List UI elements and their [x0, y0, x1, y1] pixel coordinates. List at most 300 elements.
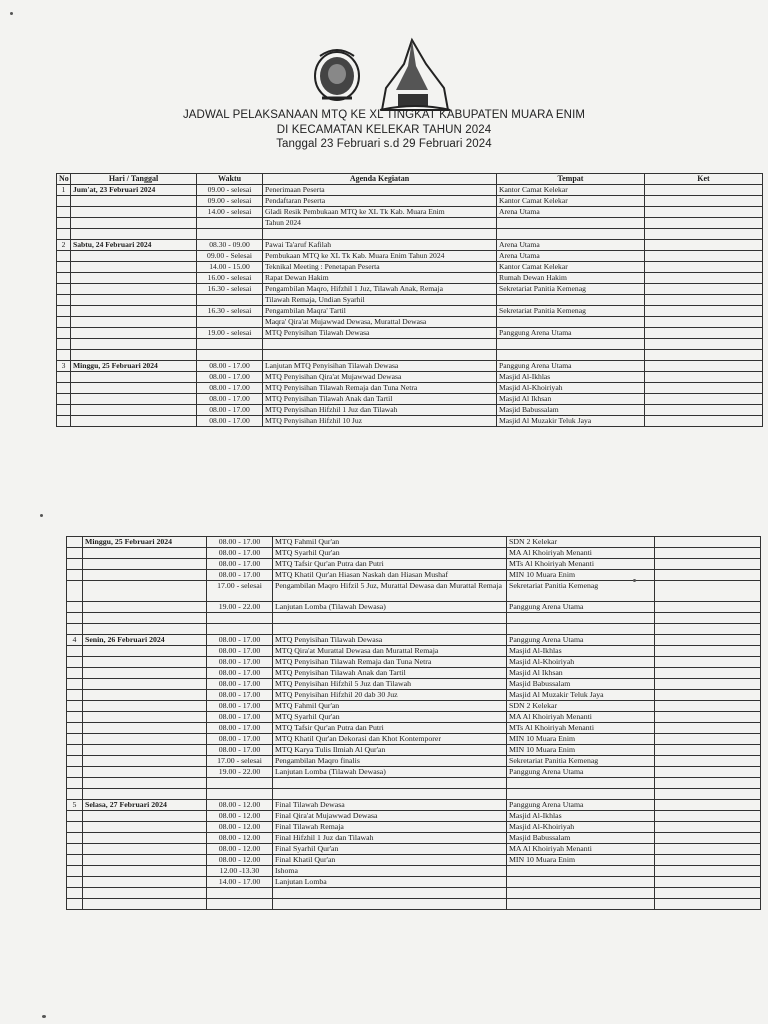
- cell-no: [67, 844, 83, 855]
- cell-note: [645, 394, 763, 405]
- cell-agenda: Tahun 2024: [263, 218, 497, 229]
- cell-date: [83, 888, 207, 899]
- table-row: [67, 602, 761, 613]
- cell-note: [645, 328, 763, 339]
- cell-time: 08.00 - 12.00: [207, 833, 273, 844]
- cell-note: [655, 657, 761, 668]
- cell-note: [645, 273, 763, 284]
- cell-date: [83, 811, 207, 822]
- cell-agenda: MTQ Penyisihan Hifzhil 20 dab 30 Juz: [273, 690, 507, 701]
- cell-place: MIN 10 Muara Enim: [507, 734, 655, 745]
- table-row: [57, 196, 763, 207]
- cell-time: 19.00 - 22.00: [207, 767, 273, 778]
- cell-agenda: Pengambilan Maqra' Tartil: [263, 306, 497, 317]
- cell-agenda: MTQ Syarhil Qur'an: [273, 712, 507, 723]
- cell-date: [71, 229, 197, 240]
- schedule-table-page2: [66, 536, 761, 910]
- cell-no: [67, 811, 83, 822]
- cell-date: [83, 767, 207, 778]
- cell-time: 08.00 - 17.00: [207, 570, 273, 581]
- table-row: [57, 416, 763, 427]
- cell-place: Masjid Al Muzakir Teluk Jaya: [507, 690, 655, 701]
- col-note: Ket: [645, 174, 763, 185]
- cell-no: [57, 273, 71, 284]
- table-row: [67, 537, 761, 548]
- table-row: [67, 888, 761, 899]
- cell-place: [507, 624, 655, 635]
- cell-date: [71, 339, 197, 350]
- cell-place: Masjid Al-Ikhlas: [497, 372, 645, 383]
- cell-no: [67, 855, 83, 866]
- cell-date: [83, 844, 207, 855]
- cell-place: [497, 218, 645, 229]
- cell-date: [71, 262, 197, 273]
- table-row: [67, 635, 761, 646]
- cell-no: [57, 405, 71, 416]
- cell-agenda: MTQ Syarhil Qur'an: [273, 548, 507, 559]
- cell-place: Sekretariat Panitia Kemenag: [497, 306, 645, 317]
- cell-no: [67, 778, 83, 789]
- table-row: [57, 306, 763, 317]
- cell-place: MA Al Khoiriyah Menanti: [507, 548, 655, 559]
- table-row: [67, 581, 761, 602]
- cell-note: [655, 745, 761, 756]
- cell-no: 1: [57, 185, 71, 196]
- table-row: [67, 778, 761, 789]
- cell-time: 08.00 - 17.00: [207, 657, 273, 668]
- cell-agenda: MTQ Penyisihan Qira'at Mujawwad Dewasa: [263, 372, 497, 383]
- cell-place: Masjid Al-Khoiriyah: [497, 383, 645, 394]
- cell-time: 09.00 - selesai: [197, 196, 263, 207]
- cell-date: [83, 548, 207, 559]
- cell-note: [655, 559, 761, 570]
- table-row: [57, 350, 763, 361]
- cell-no: [67, 734, 83, 745]
- cell-note: [655, 613, 761, 624]
- cell-no: [67, 822, 83, 833]
- cell-no: [67, 745, 83, 756]
- header-subtitle: DI KECAMATAN KELEKAR TAHUN 2024: [276, 123, 492, 136]
- cell-place: [497, 295, 645, 306]
- cell-place: Masjid Al-Khoiriyah: [507, 657, 655, 668]
- table-row: [57, 251, 763, 262]
- cell-place: [507, 613, 655, 624]
- cell-agenda: MTQ Tafsir Qur'an Putra dan Putri: [273, 723, 507, 734]
- cell-date: [71, 196, 197, 207]
- table-row: [67, 701, 761, 712]
- cell-time: 08.00 - 17.00: [197, 405, 263, 416]
- cell-note: [655, 866, 761, 877]
- cell-no: [67, 899, 83, 910]
- cell-date: [83, 646, 207, 657]
- cell-date: [83, 657, 207, 668]
- cell-agenda: Lanjutan MTQ Penyisihan Tilawah Dewasa: [263, 361, 497, 372]
- cell-place: MIN 10 Muara Enim: [507, 745, 655, 756]
- cell-date: [71, 328, 197, 339]
- cell-agenda: MTQ Fahmil Qur'an: [273, 701, 507, 712]
- cell-note: [655, 701, 761, 712]
- cell-time: 16.00 - selesai: [197, 273, 263, 284]
- cell-place: [497, 229, 645, 240]
- cell-place: SDN 2 Kelekar: [507, 701, 655, 712]
- cell-no: [67, 537, 83, 548]
- cell-date: [71, 405, 197, 416]
- cell-time: 08.00 - 12.00: [207, 811, 273, 822]
- cell-time: 08.00 - 17.00: [207, 712, 273, 723]
- cell-no: [67, 613, 83, 624]
- cell-place: Arena Utama: [497, 251, 645, 262]
- cell-no: [67, 548, 83, 559]
- cell-date: [83, 899, 207, 910]
- cell-agenda: MTQ Tafsir Qur'an Putra dan Putri: [273, 559, 507, 570]
- cell-no: [67, 679, 83, 690]
- cell-date: [71, 251, 197, 262]
- header-date-range: Tanggal 23 Februari s.d 29 Februari 2024: [276, 138, 492, 150]
- cell-agenda: MTQ Fahmil Qur'an: [273, 537, 507, 548]
- cell-time: [207, 624, 273, 635]
- cell-date: Sabtu, 24 Februari 2024: [71, 240, 197, 251]
- table-row: [67, 734, 761, 745]
- cell-agenda: Ishoma: [273, 866, 507, 877]
- cell-place: Panggung Arena Utama: [507, 767, 655, 778]
- cell-place: Arena Utama: [497, 207, 645, 218]
- cell-note: [645, 339, 763, 350]
- cell-agenda: Rapat Dewan Hakim: [263, 273, 497, 284]
- cell-note: [655, 822, 761, 833]
- cell-no: [57, 218, 71, 229]
- cell-place: [507, 778, 655, 789]
- cell-time: 08.00 - 17.00: [207, 559, 273, 570]
- cell-time: 08.00 - 12.00: [207, 800, 273, 811]
- table-row: [57, 383, 763, 394]
- cell-place: Kantor Camat Kelekar: [497, 262, 645, 273]
- cell-date: [83, 570, 207, 581]
- cell-note: [655, 548, 761, 559]
- cell-place: [497, 317, 645, 328]
- cell-place: [507, 888, 655, 899]
- cell-note: [655, 833, 761, 844]
- cell-time: 12.00 -13.30: [207, 866, 273, 877]
- cell-time: [197, 317, 263, 328]
- cell-note: [645, 218, 763, 229]
- cell-note: [655, 877, 761, 888]
- cell-place: [507, 899, 655, 910]
- cell-no: [67, 789, 83, 800]
- cell-time: 08.00 - 17.00: [207, 548, 273, 559]
- cell-note: [655, 712, 761, 723]
- cell-note: [645, 416, 763, 427]
- cell-no: [67, 570, 83, 581]
- cell-note: [645, 185, 763, 196]
- cell-no: [57, 394, 71, 405]
- cell-agenda: MTQ Penyisihan Tilawah Dewasa: [263, 328, 497, 339]
- cell-note: [655, 646, 761, 657]
- table-header-row: [57, 174, 763, 185]
- cell-agenda: Final Tilawah Dewasa: [273, 800, 507, 811]
- cell-note: [655, 690, 761, 701]
- cell-time: 08.00 - 17.00: [207, 635, 273, 646]
- table-row: [57, 229, 763, 240]
- cell-no: [67, 559, 83, 570]
- cell-date: [83, 690, 207, 701]
- table-row: [67, 745, 761, 756]
- cell-agenda: [263, 350, 497, 361]
- cell-no: [57, 339, 71, 350]
- cell-time: 08.00 - 17.00: [197, 383, 263, 394]
- table-row: [67, 712, 761, 723]
- table-row: [67, 899, 761, 910]
- cell-date: [83, 668, 207, 679]
- cell-place: Masjid Al Ikhsan: [497, 394, 645, 405]
- cell-place: Masjid Al Ikhsan: [507, 668, 655, 679]
- cell-time: 16.30 - selesai: [197, 306, 263, 317]
- cell-no: [57, 284, 71, 295]
- cell-agenda: Pengambilan Maqro, Hifzhil 1 Juz, Tilawah Anak, Remaja: [263, 284, 497, 295]
- cell-no: 2: [57, 240, 71, 251]
- document-header: [0, 108, 768, 152]
- cell-note: [655, 756, 761, 767]
- table-row: [57, 372, 763, 383]
- schedule-body-page1: [57, 185, 763, 427]
- cell-note: [645, 372, 763, 383]
- cell-no: [67, 657, 83, 668]
- cell-agenda: Lanjutan Lomba: [273, 877, 507, 888]
- cell-no: [57, 229, 71, 240]
- cell-place: Arena Utama: [497, 240, 645, 251]
- cell-date: [83, 712, 207, 723]
- cell-no: [67, 668, 83, 679]
- cell-no: [67, 833, 83, 844]
- cell-place: Panggung Arena Utama: [507, 602, 655, 613]
- cell-date: [83, 789, 207, 800]
- cell-agenda: MTQ Karya Tulis Ilmiah Al Qur'an: [273, 745, 507, 756]
- cell-time: 17.00 - selesai: [207, 756, 273, 767]
- cell-agenda: MTQ Penyisihan Tilawah Anak dan Tartil: [273, 668, 507, 679]
- cell-place: MA Al Khoiriyah Menanti: [507, 844, 655, 855]
- cell-time: [197, 218, 263, 229]
- cell-date: [83, 581, 207, 602]
- table-row: [67, 668, 761, 679]
- cell-place: [507, 877, 655, 888]
- cell-note: [655, 624, 761, 635]
- cell-agenda: [273, 789, 507, 800]
- cell-date: [71, 306, 197, 317]
- cell-note: [645, 361, 763, 372]
- cell-no: [57, 350, 71, 361]
- cell-place: Panggung Arena Utama: [507, 800, 655, 811]
- cell-note: [645, 229, 763, 240]
- cell-note: [655, 668, 761, 679]
- cell-agenda: [273, 899, 507, 910]
- cell-agenda: [273, 778, 507, 789]
- cell-time: 19.00 - 22.00: [207, 602, 273, 613]
- cell-time: 09.00 - selesai: [197, 185, 263, 196]
- cell-date: [71, 284, 197, 295]
- cell-no: [67, 767, 83, 778]
- cell-time: 14.00 - selesai: [197, 207, 263, 218]
- table-row: [57, 273, 763, 284]
- cell-place: Kantor Camat Kelekar: [497, 185, 645, 196]
- table-row: [67, 646, 761, 657]
- table-row: [57, 240, 763, 251]
- cell-time: 09.00 - Selesai: [197, 251, 263, 262]
- cell-note: [655, 789, 761, 800]
- cell-place: MIN 10 Muara Enim: [507, 570, 655, 581]
- cell-place: MTs Al Khoiriyah Menanti: [507, 723, 655, 734]
- cell-time: [197, 339, 263, 350]
- cell-no: [67, 701, 83, 712]
- table-row: [57, 295, 763, 306]
- cell-note: [655, 778, 761, 789]
- table-row: [67, 570, 761, 581]
- cell-note: [655, 899, 761, 910]
- cell-date: [71, 218, 197, 229]
- table-row: [67, 723, 761, 734]
- cell-no: [57, 416, 71, 427]
- cell-date: [83, 855, 207, 866]
- cell-time: 08.00 - 17.00: [207, 690, 273, 701]
- cell-agenda: Pengambilan Maqro finalis: [273, 756, 507, 767]
- cell-time: [197, 350, 263, 361]
- scan-speck: [633, 579, 636, 582]
- cell-no: [67, 888, 83, 899]
- cell-date: Minggu, 25 Februari 2024: [71, 361, 197, 372]
- cell-place: Sekretariat Panitia Kemenag: [497, 284, 645, 295]
- table-row: [57, 394, 763, 405]
- cell-no: 5: [67, 800, 83, 811]
- cell-place: Sekretariat Panitia Kemenag: [507, 756, 655, 767]
- cell-place: MTs Al Khoiriyah Menanti: [507, 559, 655, 570]
- cell-place: Panggung Arena Utama: [507, 635, 655, 646]
- cell-date: [83, 559, 207, 570]
- table-row: [67, 844, 761, 855]
- cell-date: [83, 723, 207, 734]
- cell-place: Masjid Al-Khoiriyah: [507, 822, 655, 833]
- cell-date: [83, 778, 207, 789]
- col-place: Tempat: [497, 174, 645, 185]
- cell-note: [645, 383, 763, 394]
- cell-date: [83, 877, 207, 888]
- cell-no: 3: [57, 361, 71, 372]
- cell-time: 17.00 - selesai: [207, 581, 273, 602]
- cell-date: [83, 745, 207, 756]
- cell-agenda: Lanjutan Lomba (Tilawah Dewasa): [273, 767, 507, 778]
- table-row: [67, 690, 761, 701]
- cell-place: MIN 10 Muara Enim: [507, 855, 655, 866]
- table-row: [67, 800, 761, 811]
- cell-date: Senin, 26 Februari 2024: [83, 635, 207, 646]
- cell-agenda: Penerimaan Peserta: [263, 185, 497, 196]
- cell-agenda: MTQ Penyisihan Tilawah Remaja dan Tuna Netra: [273, 657, 507, 668]
- cell-agenda: Final Qira'at Mujawwad Dewasa: [273, 811, 507, 822]
- cell-note: [655, 635, 761, 646]
- cell-no: [57, 196, 71, 207]
- col-agenda: Agenda Kegiatan: [263, 174, 497, 185]
- schedule-table-page1: [56, 173, 763, 427]
- table-row: [67, 559, 761, 570]
- cell-agenda: Lanjutan Lomba (Tilawah Dewasa): [273, 602, 507, 613]
- cell-agenda: Tilawah Remaja, Undian Syarhil: [263, 295, 497, 306]
- cell-time: 08.00 - 17.00: [197, 372, 263, 383]
- cell-place: [497, 339, 645, 350]
- cell-agenda: Final Khatil Qur'an: [273, 855, 507, 866]
- cell-time: 08.00 - 17.00: [207, 701, 273, 712]
- col-time: Waktu: [197, 174, 263, 185]
- cell-time: 08.00 - 17.00: [207, 646, 273, 657]
- cell-agenda: Gladi Resik Pembukaan MTQ ke XL Tk Kab. Muara Enim: [263, 207, 497, 218]
- cell-agenda: MTQ Penyisihan Tilawah Dewasa: [273, 635, 507, 646]
- cell-date: [83, 613, 207, 624]
- cell-date: [71, 372, 197, 383]
- cell-time: 08.00 - 17.00: [207, 668, 273, 679]
- table-row: [67, 624, 761, 635]
- cell-note: [655, 734, 761, 745]
- cell-no: [57, 306, 71, 317]
- table-row: [67, 877, 761, 888]
- cell-date: [71, 416, 197, 427]
- table-row: [67, 679, 761, 690]
- table-row: [57, 405, 763, 416]
- table-row: [67, 833, 761, 844]
- cell-agenda: Pengambilan Maqro Hifzil 5 Juz, Murattal Dewasa dan Murattal Remaja: [273, 581, 507, 602]
- cell-date: Jum'at, 23 Februari 2024: [71, 185, 197, 196]
- cell-agenda: [273, 624, 507, 635]
- cell-agenda: Final Tilawah Remaja: [273, 822, 507, 833]
- cell-time: 08.00 - 17.00: [207, 537, 273, 548]
- cell-note: [655, 581, 761, 602]
- mtq-emblem: [380, 40, 450, 110]
- cell-time: 08.00 - 12.00: [207, 822, 273, 833]
- cell-no: [57, 328, 71, 339]
- table-row: [67, 548, 761, 559]
- cell-time: [197, 229, 263, 240]
- table-row: [57, 262, 763, 273]
- cell-date: [71, 317, 197, 328]
- cell-place: Sekretariat Panitia Kemenag: [507, 581, 655, 602]
- table-row: [67, 657, 761, 668]
- cell-note: [645, 350, 763, 361]
- cell-no: [57, 295, 71, 306]
- cell-note: [655, 537, 761, 548]
- cell-time: [207, 899, 273, 910]
- cell-date: [71, 207, 197, 218]
- table-row: [67, 822, 761, 833]
- cell-date: [83, 624, 207, 635]
- cell-date: [83, 679, 207, 690]
- cell-no: [67, 624, 83, 635]
- cell-no: [67, 581, 83, 602]
- table-row: [67, 767, 761, 778]
- cell-time: 16.30 - selesai: [197, 284, 263, 295]
- cell-date: [71, 394, 197, 405]
- cell-no: [57, 317, 71, 328]
- cell-time: 08.00 - 17.00: [197, 394, 263, 405]
- table-row: [67, 756, 761, 767]
- cell-date: [83, 602, 207, 613]
- cell-place: Masjid Babussalam: [497, 405, 645, 416]
- cell-date: [71, 295, 197, 306]
- table-row: [57, 339, 763, 350]
- cell-agenda: MTQ Penyisihan Hifzhil 10 Juz: [263, 416, 497, 427]
- cell-no: 4: [67, 635, 83, 646]
- cell-note: [645, 240, 763, 251]
- cell-agenda: MTQ Penyisihan Hifzhil 5 Juz dan Tilawah: [273, 679, 507, 690]
- cell-date: [83, 833, 207, 844]
- cell-note: [655, 888, 761, 899]
- cell-place: Rumah Dewan Hakim: [497, 273, 645, 284]
- table-row: [67, 789, 761, 800]
- cell-agenda: MTQ Khatil Qur'an Hiasan Naskah dan Hiasan Mushaf: [273, 570, 507, 581]
